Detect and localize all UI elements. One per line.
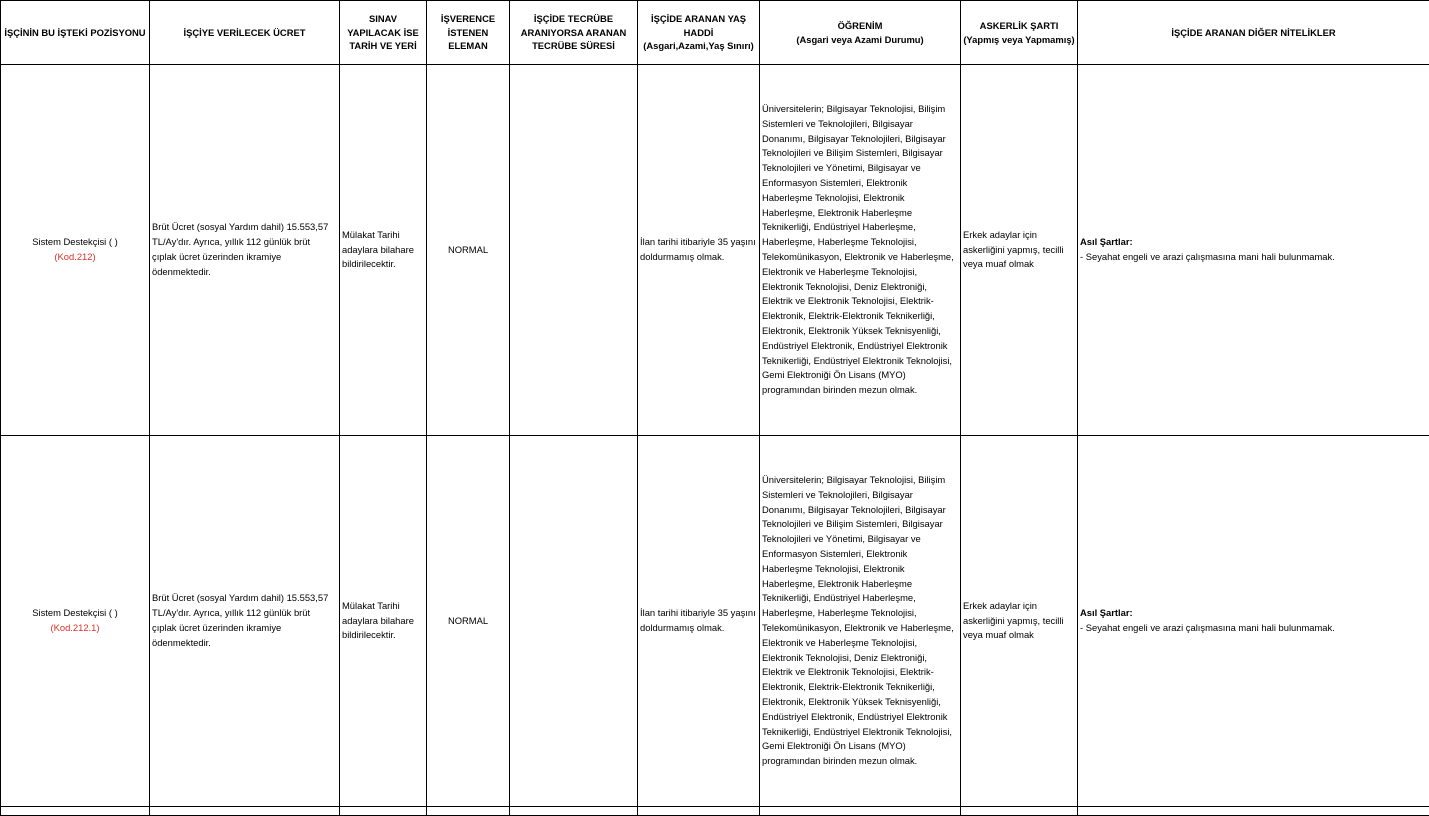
cell-other bbox=[1078, 65, 1429, 436]
cell-military: Erkek adaylar için askerliğini yapmış, tecilli veya muaf olmak bbox=[961, 65, 1078, 436]
cell-employee: NORMAL bbox=[427, 65, 510, 436]
cell-empty bbox=[1, 807, 150, 816]
table-row-partial bbox=[1, 807, 1429, 816]
cell-exam: Mülakat Tarihi adaylara bilahare bildirilecektir. bbox=[340, 436, 427, 807]
cell-position bbox=[1, 436, 150, 807]
cell-empty bbox=[638, 807, 760, 816]
cell-education: Üniversitelerin; Bilgisayar Teknolojisi, Bilişim Sistemleri ve Teknolojileri, Bilgisayar Donanımı, Bilgisayar Teknolojileri, Bilgisayar Teknolojileri ve Bilişim Sistemleri, Bilgisayar Teknolojileri ve Yönetimi, Bilgisayar ve Enformasyon Sistemleri, Elektronik Haberleşme Teknolojisi, Elektronik Haberleşme, Elektronik Haberleşme Teknikerliği, Endüstriyel Haberleşme, Haberleşme, Haberleşme Teknolojisi, Telekomünikasyon, Elektronik ve Haberleşme, Elektronik ve Haberleşme Teknolojisi, Elektronik Teknolojisi, Deniz Elektroniği, Elektrik ve Elektronik Teknolojisi, Elektrik-Elektronik, Elektrik-Elektronik Teknikerliği, Elektronik, Elektronik Yüksek Teknisyenliği, Endüstriyel Elektronik, Endüstriyel Elektronik Teknikerliği, Endüstriyel Elektronik Teknolojisi, Gemi Elektroniği Ön Lisans (MYO) programından birinden mezun olmak. bbox=[760, 65, 961, 436]
position-code: (Kod.212) bbox=[3, 250, 147, 265]
header-age-title: İŞÇİDE ARANAN YAŞ HADDİ bbox=[640, 12, 757, 39]
header-education-title: ÖĞRENİM bbox=[762, 19, 958, 33]
cell-military: Erkek adaylar için askerliğini yapmış, tecilli veya muaf olmak bbox=[961, 436, 1078, 807]
cell-experience bbox=[510, 436, 638, 807]
header-education-sub: (Asgari veya Azami Durumu) bbox=[762, 33, 958, 47]
header-row bbox=[1, 1, 1429, 65]
other-text: - Seyahat engeli ve arazi çalışmasına mani hali bulunmamak. bbox=[1080, 250, 1427, 265]
header-experience: İŞÇİDE TECRÜBE ARANIYORSA ARANAN TECRÜBE SÜRESİ bbox=[510, 1, 638, 65]
cell-age: İlan tarihi itibariyle 35 yaşını doldurmamış olmak. bbox=[638, 436, 760, 807]
position-label: Sistem Destekçisi ( ) bbox=[3, 235, 147, 250]
header-education bbox=[760, 1, 961, 65]
position-label: Sistem Destekçisi ( ) bbox=[3, 606, 147, 621]
header-military-title: ASKERLİK ŞARTI bbox=[963, 19, 1075, 33]
cell-wage: Brüt Ücret (sosyal Yardım dahil) 15.553,57 TL/Ay'dır. Ayrıca, yıllık 112 günlük brüt çıplak ücret üzerinden ikramiye ödenmektedir. bbox=[150, 65, 340, 436]
header-exam: SINAV YAPILACAK İSE TARİH VE YERİ bbox=[340, 1, 427, 65]
table-row bbox=[1, 65, 1429, 436]
cell-empty bbox=[340, 807, 427, 816]
header-age-sub: (Asgari,Azami,Yaş Sınırı) bbox=[640, 39, 757, 53]
cell-experience bbox=[510, 65, 638, 436]
table-row bbox=[1, 436, 1429, 807]
cell-wage: Brüt Ücret (sosyal Yardım dahil) 15.553,57 TL/Ay'dır. Ayrıca, yıllık 112 günlük brüt çıplak ücret üzerinden ikramiye ödenmektedir. bbox=[150, 436, 340, 807]
cell-empty bbox=[427, 807, 510, 816]
cell-empty bbox=[1078, 807, 1429, 816]
header-position: İŞÇİNİN BU İŞTEKİ POZİSYONU bbox=[1, 1, 150, 65]
cell-position bbox=[1, 65, 150, 436]
header-military-sub: (Yapmış veya Yapmamış) bbox=[963, 33, 1075, 47]
cell-other bbox=[1078, 436, 1429, 807]
cell-employee: NORMAL bbox=[427, 436, 510, 807]
header-employee: İŞVERENCE İSTENEN ELEMAN bbox=[427, 1, 510, 65]
cell-empty bbox=[150, 807, 340, 816]
other-title: Asıl Şartlar: bbox=[1080, 606, 1427, 621]
header-wage: İŞÇİYE VERİLECEK ÜCRET bbox=[150, 1, 340, 65]
position-code: (Kod.212.1) bbox=[3, 621, 147, 636]
other-title: Asıl Şartlar: bbox=[1080, 235, 1427, 250]
cell-empty bbox=[510, 807, 638, 816]
cell-empty bbox=[760, 807, 961, 816]
header-other: İŞÇİDE ARANAN DİĞER NİTELİKLER bbox=[1078, 1, 1429, 65]
other-text: - Seyahat engeli ve arazi çalışmasına mani hali bulunmamak. bbox=[1080, 621, 1427, 636]
cell-empty bbox=[961, 807, 1078, 816]
header-age bbox=[638, 1, 760, 65]
cell-age: İlan tarihi itibariyle 35 yaşını doldurmamış olmak. bbox=[638, 65, 760, 436]
cell-education: Üniversitelerin; Bilgisayar Teknolojisi, Bilişim Sistemleri ve Teknolojileri, Bilgisayar Donanımı, Bilgisayar Teknolojileri, Bilgisayar Teknolojileri ve Bilişim Sistemleri, Bilgisayar Teknolojileri ve Yönetimi, Bilgisayar ve Enformasyon Sistemleri, Elektronik Haberleşme Teknolojisi, Elektronik Haberleşme, Elektronik Haberleşme Teknikerliği, Endüstriyel Haberleşme, Haberleşme, Haberleşme Teknolojisi, Telekomünikasyon, Elektronik ve Haberleşme, Elektronik ve Haberleşme Teknolojisi, Elektronik Teknolojisi, Deniz Elektroniği, Elektrik ve Elektronik Teknolojisi, Elektrik-Elektronik, Elektrik-Elektronik Teknikerliği, Elektronik, Elektronik Yüksek Teknisyenliği, Endüstriyel Elektronik, Endüstriyel Elektronik Teknikerliği, Endüstriyel Elektronik Teknolojisi, Gemi Elektroniği Ön Lisans (MYO) programından birinden mezun olmak. bbox=[760, 436, 961, 807]
header-military bbox=[961, 1, 1078, 65]
cell-exam: Mülakat Tarihi adaylara bilahare bildirilecektir. bbox=[340, 65, 427, 436]
